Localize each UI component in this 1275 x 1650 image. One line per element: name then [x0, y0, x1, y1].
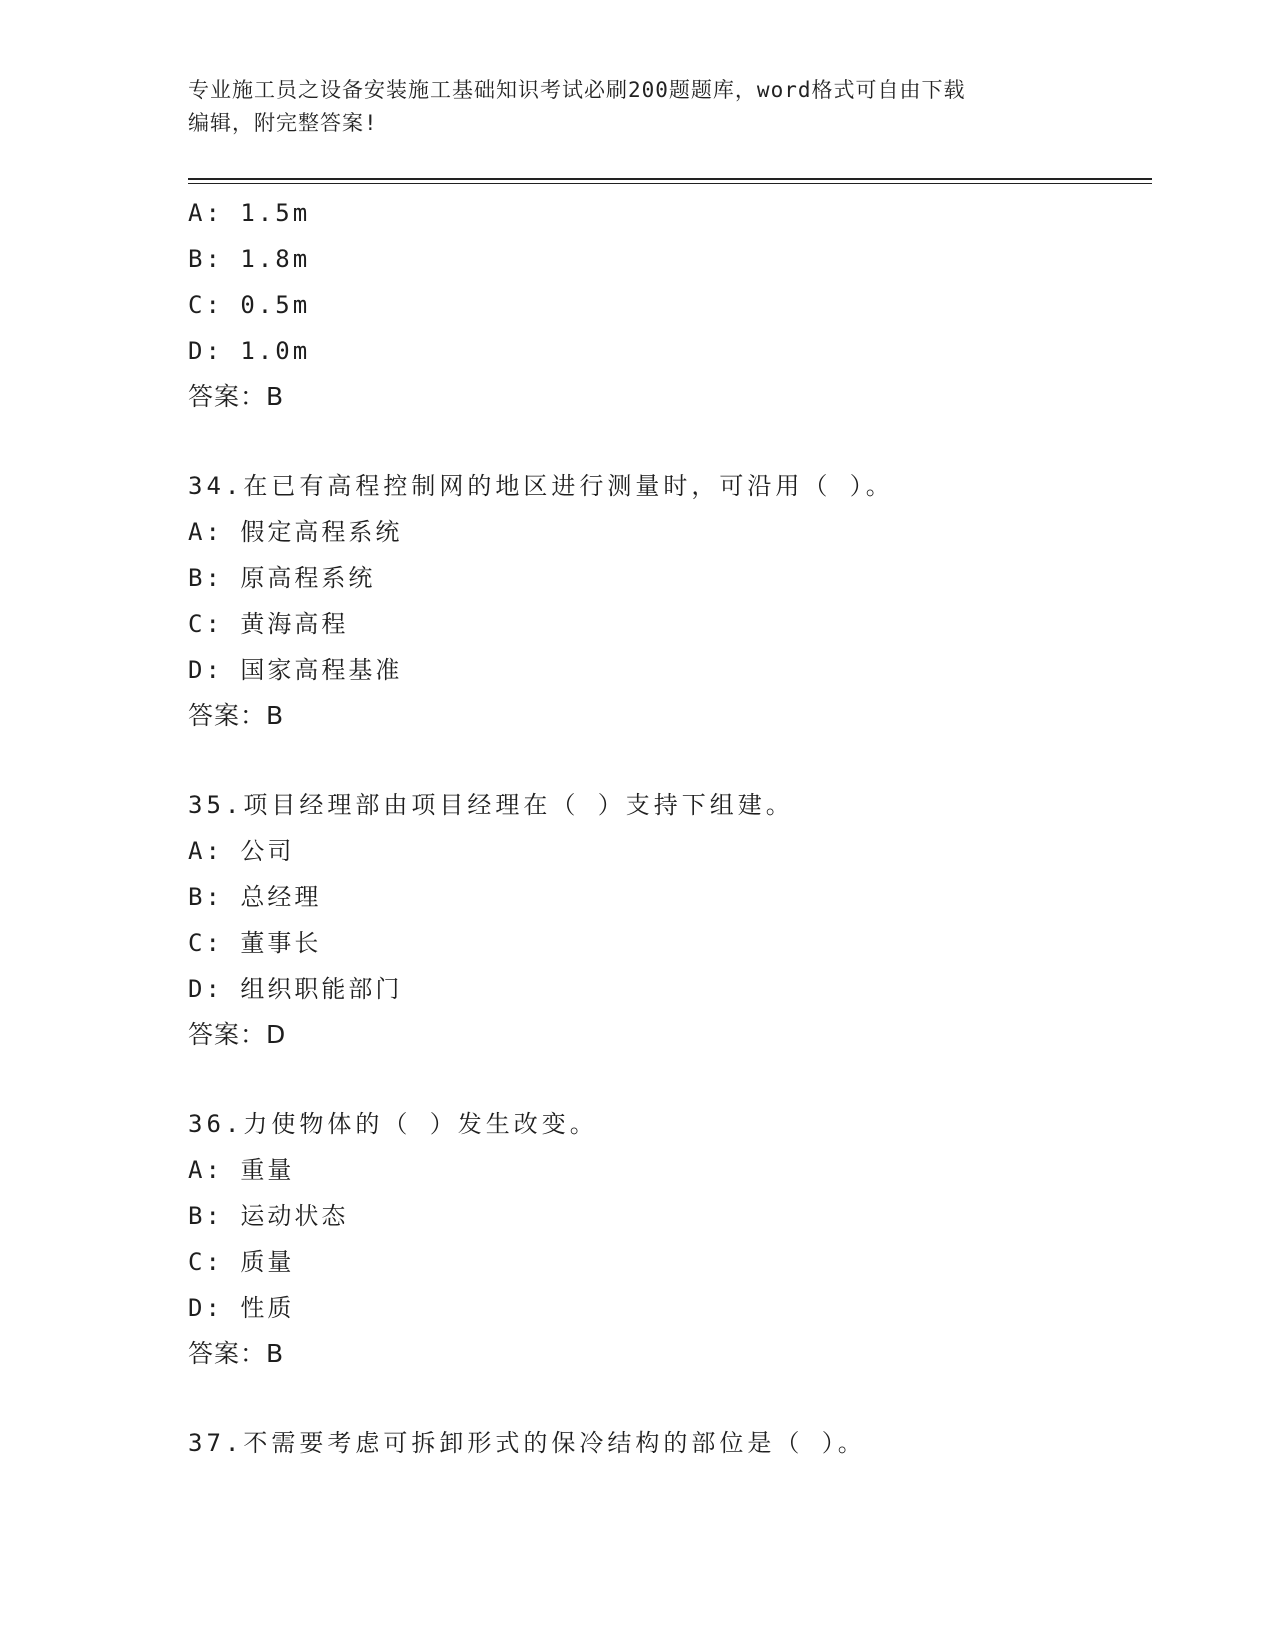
option-b: B: 原高程系统 — [188, 564, 376, 592]
block-spacer — [188, 420, 1152, 463]
question-text: 37.不需要考虑可拆卸形式的保冷结构的部位是（ ）。 — [188, 1429, 866, 1457]
option-d: D: 国家高程基准 — [188, 656, 403, 684]
header-title-line-2: 编辑，附完整答案! — [188, 111, 378, 135]
header-divider-thick — [188, 178, 1152, 180]
question-block-34 — [188, 463, 1152, 739]
question-block-35 — [188, 782, 1152, 1058]
option-d: D: 组织职能部门 — [188, 975, 403, 1003]
answer-line: 答案：B — [188, 1339, 285, 1368]
question-block-36 — [188, 1101, 1152, 1377]
block-spacer — [188, 1058, 1152, 1101]
option-c: C: 黄海高程 — [188, 610, 349, 638]
option-a: A: 假定高程系统 — [188, 518, 403, 546]
question-list — [188, 190, 1152, 1466]
document-header — [188, 74, 1088, 140]
option-a: A: 1.5m — [188, 199, 311, 227]
option-b: B: 1.8m — [188, 245, 311, 273]
option-b: B: 总经理 — [188, 883, 322, 911]
question-text: 34.在已有高程控制网的地区进行测量时，可沿用（ ）。 — [188, 472, 894, 500]
answer-line: 答案：B — [188, 701, 285, 730]
block-spacer — [188, 739, 1152, 782]
header-divider-thin — [188, 183, 1152, 184]
question-text: 36.力使物体的（ ）发生改变。 — [188, 1110, 598, 1138]
question-block-37 — [188, 1420, 1152, 1466]
question-text: 35.项目经理部由项目经理在（ ）支持下组建。 — [188, 791, 794, 819]
option-d: D: 1.0m — [188, 337, 311, 365]
block-spacer — [188, 1377, 1152, 1420]
answer-line: 答案：D — [188, 1020, 287, 1049]
option-d: D: 性质 — [188, 1294, 295, 1322]
option-a: A: 公司 — [188, 837, 295, 865]
header-title-line-1: 专业施工员之设备安装施工基础知识考试必刷200题题库，word格式可自由下载 — [188, 78, 966, 102]
option-c: C: 董事长 — [188, 929, 322, 957]
option-c: C: 0.5m — [188, 291, 311, 319]
answer-line: 答案：B — [188, 382, 285, 411]
option-a: A: 重量 — [188, 1156, 295, 1184]
option-b: B: 运动状态 — [188, 1202, 349, 1230]
question-block-33 — [188, 190, 1152, 420]
option-c: C: 质量 — [188, 1248, 295, 1276]
